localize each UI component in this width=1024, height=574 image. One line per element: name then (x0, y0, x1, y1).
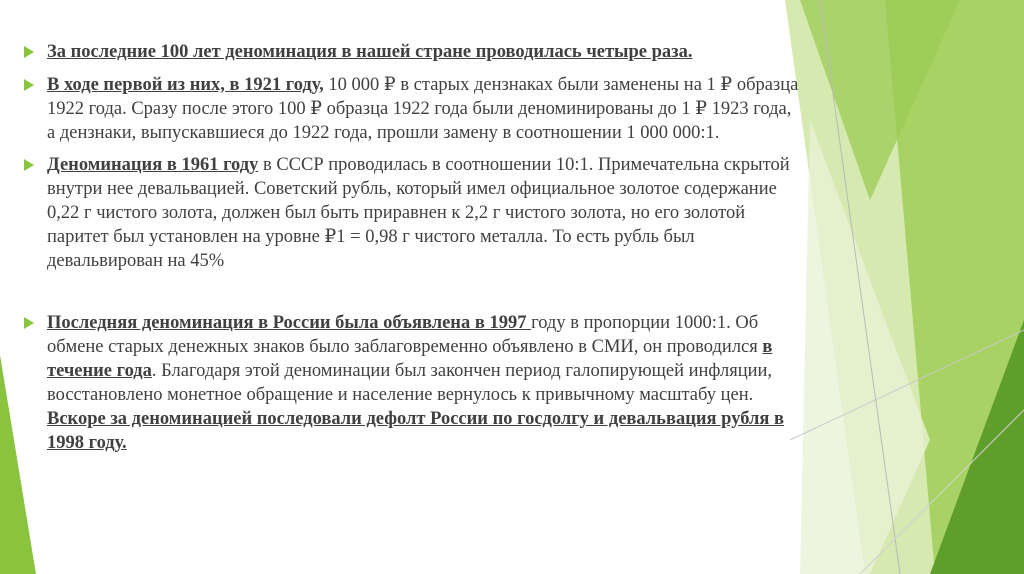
bullet-item-4 (24, 311, 799, 455)
bullet-arrow-icon (24, 159, 34, 171)
bullet-4-body-a: году в пропорции 1000:1. Об обмене старых денежных знаков было заблаговременно объявлено в СМИ, он проводился (47, 313, 763, 357)
bullet-4-heading: Последняя деноминация в России была объявлена в 1997 (47, 313, 532, 333)
bullet-item-3 (24, 153, 799, 273)
bullet-item-1 (24, 40, 799, 64)
bullet-4-emphasis-a: в течение года (47, 337, 773, 381)
bullet-arrow-icon (24, 317, 34, 329)
bullet-2-body: 10 000 ₽ в старых дензнаках были заменены на 1 ₽ образца 1922 года. Сразу после этого 100 ₽ образца 1922 года были деноминированы до 1 ₽ 1923 года, а дензнаки, выпускавшиеся до 1922 года, прошли замену в соотношении 1 000 000:1. (47, 75, 799, 143)
bullet-4-emphasis-b: Вскоре за деноминацией последовали дефолт России по госдолгу и девальвация рубля в 1998 году. (47, 409, 785, 453)
bullet-arrow-icon (24, 46, 34, 58)
bullet-4-body-b: . Благодаря этой деноминации был закончен период галопирующей инфляции, восстановлено монетное обращение и население вернулось к привычному масштабу цен. (47, 361, 773, 405)
bullet-3-heading: Деноминация в 1961 году (47, 155, 259, 175)
bullet-arrow-icon (24, 79, 34, 91)
bullet-item-2 (24, 73, 799, 145)
slide-content (24, 40, 799, 455)
bullet-2-heading: В ходе первой из них, в 1921 году, (47, 75, 324, 95)
bullet-3-body: в СССР проводилась в соотношении 10:1. Примечательна скрытой внутри нее девальвацией. Советский рубль, который имел официальное золотое содержание 0,22 г чистого золота, должен был быть приравнен к 2,2 г чистого золота, но его золотой паритет был установлен на уровне ₽1 = 0,98 г чистого металла. То есть рубль был девальвирован на 45% (47, 155, 790, 271)
bullet-1-heading: За последние 100 лет деноминация в нашей стране проводилась четыре раза. (47, 42, 693, 62)
